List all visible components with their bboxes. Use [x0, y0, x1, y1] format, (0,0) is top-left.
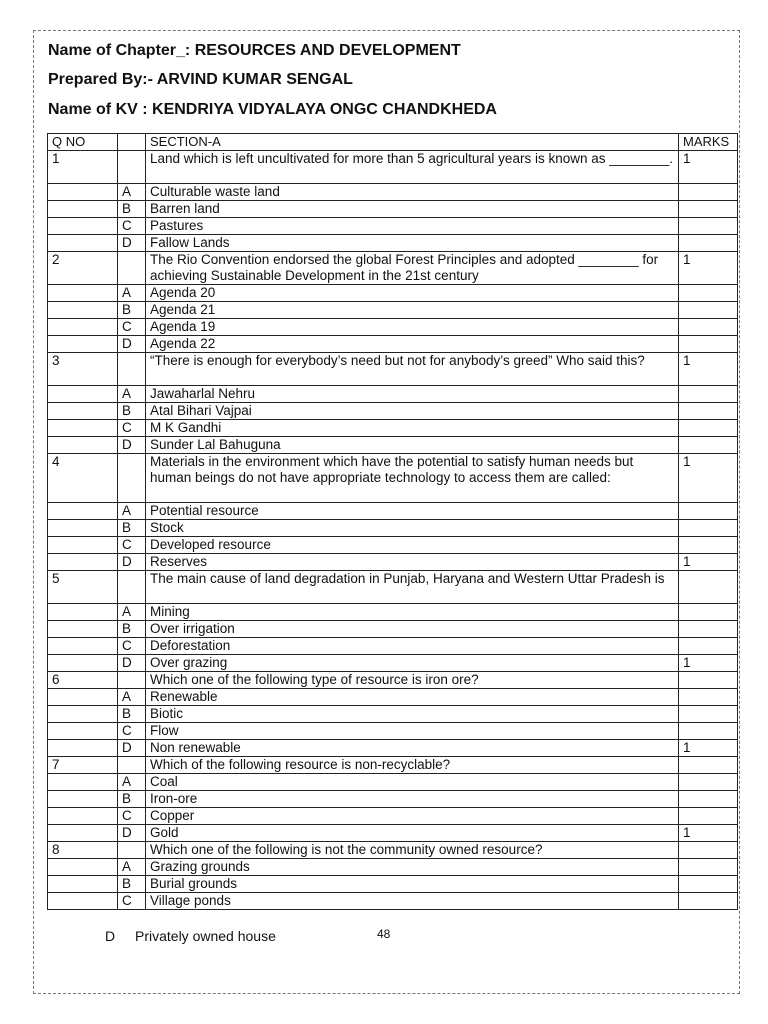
qno-cell [48, 336, 118, 353]
question-row [48, 672, 738, 689]
option-row [48, 420, 738, 437]
option-row [48, 520, 738, 537]
marks-cell [679, 403, 738, 420]
marks-cell [679, 537, 738, 554]
marks-cell [679, 621, 738, 638]
qno-cell [48, 285, 118, 302]
option-text: Flow [146, 723, 679, 740]
question-row [48, 252, 738, 285]
letter-cell [118, 672, 146, 689]
question-text: Which one of the following type of resource is iron ore? [146, 672, 679, 689]
option-row [48, 604, 738, 621]
marks-cell [679, 503, 738, 520]
letter-header [118, 134, 146, 151]
letter-cell [118, 842, 146, 859]
qno-cell [48, 386, 118, 403]
qno-cell [48, 876, 118, 893]
qno-cell [48, 791, 118, 808]
option-letter: A [118, 386, 146, 403]
option-text: Iron-ore [146, 791, 679, 808]
option-letter: A [118, 604, 146, 621]
option-text: Village ponds [146, 893, 679, 910]
marks-cell [679, 876, 738, 893]
marks-cell [679, 437, 738, 454]
option-row [48, 859, 738, 876]
prepared-by: Prepared By:- ARVIND KUMAR SENGAL [48, 71, 353, 88]
qno-cell [48, 319, 118, 336]
marks-cell [679, 859, 738, 876]
marks-cell [679, 218, 738, 235]
qno-cell [48, 437, 118, 454]
table-header-row [48, 134, 738, 151]
option-row [48, 689, 738, 706]
marks-cell: 1 [679, 353, 738, 386]
marks-cell [679, 420, 738, 437]
question-number: 2 [48, 252, 118, 285]
marks-cell [679, 774, 738, 791]
option-text: Agenda 21 [146, 302, 679, 319]
chapter-title: RESOURCES AND DEVELOPMENT [194, 42, 461, 59]
letter-cell [118, 454, 146, 503]
option-row [48, 808, 738, 825]
qno-cell [48, 893, 118, 910]
marks-cell [679, 672, 738, 689]
chapter-heading [48, 42, 461, 60]
marks-cell [679, 319, 738, 336]
option-row [48, 386, 738, 403]
option-row [48, 655, 738, 672]
option-row [48, 319, 738, 336]
question-number: 7 [48, 757, 118, 774]
question-row [48, 571, 738, 604]
qno-cell [48, 403, 118, 420]
option-row [48, 184, 738, 201]
question-text: The Rio Convention endorsed the global Forest Principles and adopted ________ for achieving Sustainable Development in the 21st century [146, 252, 679, 285]
marks-cell: 1 [679, 554, 738, 571]
option-row [48, 876, 738, 893]
letter-cell [118, 252, 146, 285]
qno-cell [48, 554, 118, 571]
question-number: 5 [48, 571, 118, 604]
page-number: 48 [377, 927, 391, 941]
qno-cell [48, 604, 118, 621]
option-text: Culturable waste land [146, 184, 679, 201]
qno-cell [48, 706, 118, 723]
option-row [48, 336, 738, 353]
option-row [48, 774, 738, 791]
option-row [48, 285, 738, 302]
option-row [48, 554, 738, 571]
option-row [48, 201, 738, 218]
option-letter: A [118, 774, 146, 791]
marks-cell [679, 638, 738, 655]
marks-cell [679, 285, 738, 302]
option-letter: B [118, 302, 146, 319]
qno-cell [48, 655, 118, 672]
letter-cell [118, 757, 146, 774]
option-letter: C [118, 537, 146, 554]
option-text: Fallow Lands [146, 235, 679, 252]
trailing-option-letter: D [105, 928, 116, 944]
qno-cell [48, 201, 118, 218]
letter-cell [118, 151, 146, 184]
marks-cell: 1 [679, 252, 738, 285]
marks-cell [679, 706, 738, 723]
marks-cell [679, 842, 738, 859]
option-row [48, 503, 738, 520]
option-row [48, 621, 738, 638]
qno-cell [48, 638, 118, 655]
option-letter: B [118, 791, 146, 808]
question-number: 3 [48, 353, 118, 386]
option-text: Potential resource [146, 503, 679, 520]
option-text: Jawaharlal Nehru [146, 386, 679, 403]
question-text: Which of the following resource is non-recyclable? [146, 757, 679, 774]
marks-cell [679, 336, 738, 353]
qno-cell [48, 808, 118, 825]
option-letter: A [118, 184, 146, 201]
option-row [48, 740, 738, 757]
marks-cell: 1 [679, 825, 738, 842]
option-text: Barren land [146, 201, 679, 218]
option-text: Burial grounds [146, 876, 679, 893]
marks-cell [679, 757, 738, 774]
question-number: 8 [48, 842, 118, 859]
option-text: Gold [146, 825, 679, 842]
marks-cell [679, 302, 738, 319]
option-text: Atal Bihari Vajpai [146, 403, 679, 420]
chapter-prefix: Name of Chapter_: [48, 42, 191, 59]
qno-cell [48, 621, 118, 638]
option-text: Pastures [146, 218, 679, 235]
marks-cell [679, 201, 738, 218]
qno-cell [48, 723, 118, 740]
question-text: Materials in the environment which have the potential to satisfy human needs but human beings do not have appropriate technology to access them are called: [146, 454, 679, 503]
qno-cell [48, 503, 118, 520]
question-table [47, 133, 738, 910]
option-row [48, 403, 738, 420]
marks-cell [679, 386, 738, 403]
option-letter: B [118, 876, 146, 893]
option-row [48, 893, 738, 910]
option-letter: C [118, 420, 146, 437]
option-letter: D [118, 740, 146, 757]
qno-cell [48, 825, 118, 842]
option-text: Sunder Lal Bahuguna [146, 437, 679, 454]
option-row [48, 706, 738, 723]
question-row [48, 842, 738, 859]
option-row [48, 638, 738, 655]
question-row [48, 353, 738, 386]
option-letter: C [118, 218, 146, 235]
option-text: Deforestation [146, 638, 679, 655]
question-text: Which one of the following is not the community owned resource? [146, 842, 679, 859]
option-row [48, 302, 738, 319]
marks-cell [679, 235, 738, 252]
option-letter: A [118, 689, 146, 706]
option-text: Over irrigation [146, 621, 679, 638]
option-text: Developed resource [146, 537, 679, 554]
option-text: Biotic [146, 706, 679, 723]
marks-cell [679, 791, 738, 808]
question-number: 6 [48, 672, 118, 689]
kv-name: Name of KV : KENDRIYA VIDYALAYA ONGC CHANDKHEDA [48, 101, 497, 118]
qno-cell [48, 184, 118, 201]
letter-cell [118, 571, 146, 604]
option-text: Agenda 19 [146, 319, 679, 336]
option-letter: B [118, 621, 146, 638]
option-letter: C [118, 723, 146, 740]
marks-cell [679, 689, 738, 706]
qno-cell [48, 420, 118, 437]
question-text: The main cause of land degradation in Punjab, Haryana and Western Uttar Pradesh is [146, 571, 679, 604]
option-row [48, 791, 738, 808]
option-row [48, 235, 738, 252]
question-number: 1 [48, 151, 118, 184]
trailing-option-text: Privately owned house [135, 928, 276, 944]
question-row [48, 757, 738, 774]
marks-cell [679, 723, 738, 740]
marks-cell [679, 571, 738, 604]
option-text: Renewable [146, 689, 679, 706]
question-row [48, 454, 738, 503]
option-letter: D [118, 437, 146, 454]
option-text: Copper [146, 808, 679, 825]
option-letter: C [118, 808, 146, 825]
option-letter: C [118, 638, 146, 655]
option-letter: D [118, 235, 146, 252]
option-letter: B [118, 201, 146, 218]
option-text: Non renewable [146, 740, 679, 757]
option-text: Coal [146, 774, 679, 791]
option-letter: D [118, 825, 146, 842]
option-row [48, 537, 738, 554]
qno-cell [48, 537, 118, 554]
marks-cell: 1 [679, 151, 738, 184]
option-text: Stock [146, 520, 679, 537]
marks-cell [679, 604, 738, 621]
option-letter: B [118, 403, 146, 420]
option-text: M K Gandhi [146, 420, 679, 437]
question-number: 4 [48, 454, 118, 503]
section-header: SECTION-A [146, 134, 679, 151]
qno-cell [48, 859, 118, 876]
qno-header: Q NO [48, 134, 118, 151]
qno-cell [48, 235, 118, 252]
option-text: Grazing grounds [146, 859, 679, 876]
option-row [48, 825, 738, 842]
option-letter: A [118, 285, 146, 302]
qno-cell [48, 774, 118, 791]
marks-cell [679, 893, 738, 910]
marks-cell: 1 [679, 740, 738, 757]
option-letter: C [118, 893, 146, 910]
qno-cell [48, 302, 118, 319]
option-letter: A [118, 859, 146, 876]
qno-cell [48, 520, 118, 537]
option-letter: B [118, 706, 146, 723]
option-letter: D [118, 554, 146, 571]
option-row [48, 723, 738, 740]
marks-cell [679, 520, 738, 537]
option-letter: B [118, 520, 146, 537]
question-text: Land which is left uncultivated for more than 5 agricultural years is known as ________. [146, 151, 679, 184]
option-row [48, 218, 738, 235]
marks-cell [679, 808, 738, 825]
qno-cell [48, 218, 118, 235]
marks-cell: 1 [679, 454, 738, 503]
option-letter: C [118, 319, 146, 336]
marks-cell: 1 [679, 655, 738, 672]
qno-cell [48, 740, 118, 757]
marks-header: MARKS [679, 134, 738, 151]
option-row [48, 437, 738, 454]
option-text: Over grazing [146, 655, 679, 672]
question-text: “There is enough for everybody’s need but not for anybody’s greed” Who said this? [146, 353, 679, 386]
option-text: Mining [146, 604, 679, 621]
option-text: Agenda 20 [146, 285, 679, 302]
option-letter: D [118, 336, 146, 353]
qno-cell [48, 689, 118, 706]
option-letter: D [118, 655, 146, 672]
option-letter: A [118, 503, 146, 520]
question-row [48, 151, 738, 184]
letter-cell [118, 353, 146, 386]
marks-cell [679, 184, 738, 201]
option-text: Agenda 22 [146, 336, 679, 353]
option-text: Reserves [146, 554, 679, 571]
